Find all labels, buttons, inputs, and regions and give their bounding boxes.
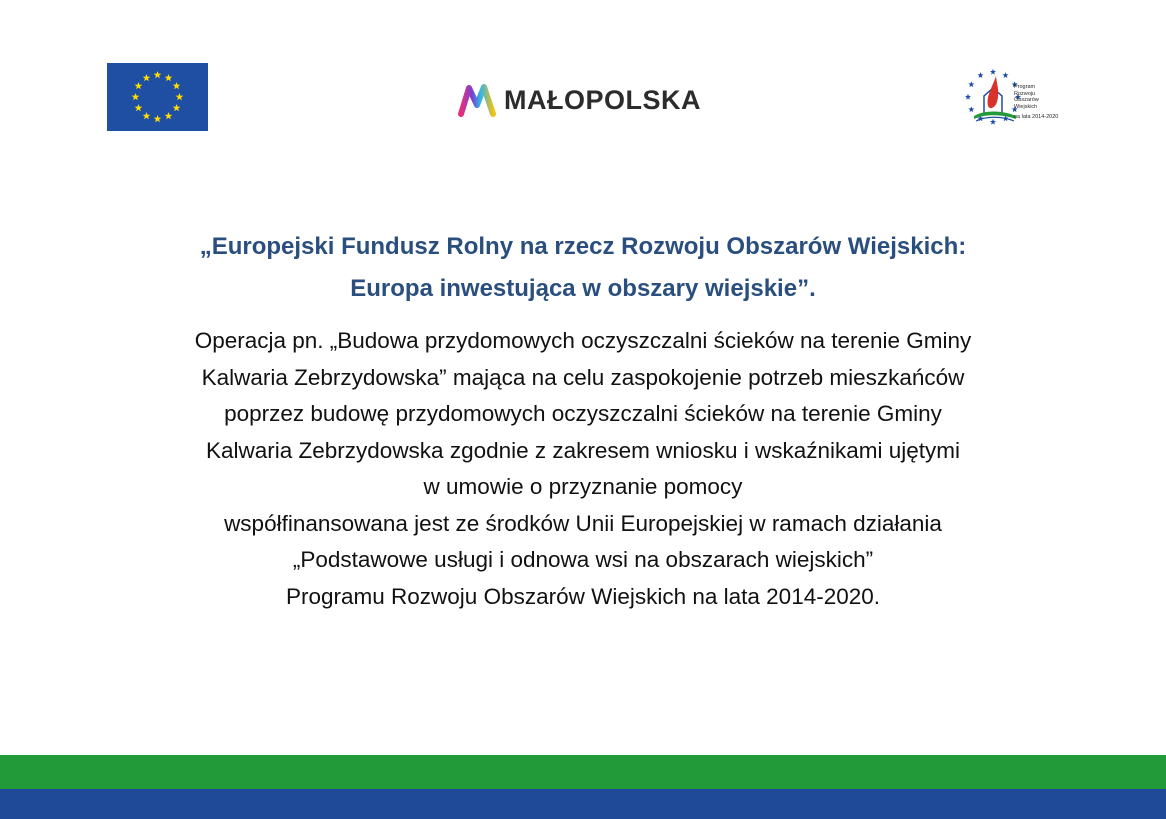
heading-line-1: „Europejski Fundusz Rolny na rzecz Rozwoju Obszarów Wiejskich: bbox=[199, 233, 967, 260]
prow-star-icon bbox=[990, 69, 996, 75]
prow-star-icon bbox=[968, 81, 974, 87]
prow-star-icon bbox=[1002, 72, 1008, 78]
prow-years-label: na lata 2014-2020 bbox=[1014, 114, 1059, 120]
body-line: w umowie o przyznanie pomocy bbox=[423, 474, 743, 499]
footer-blue-stripe bbox=[0, 789, 1166, 819]
prow-label: Program Rozwoju Obszarów Wiejskich bbox=[1014, 84, 1039, 110]
prow-logo bbox=[962, 66, 1062, 128]
body-paragraph bbox=[0, 323, 1166, 615]
malopolska-logo bbox=[458, 82, 701, 118]
body-line: Kalwaria Zebrzydowska zgodnie z zakresem wniosku i wskaźnikami ujętymi bbox=[205, 437, 961, 463]
body-line: „Podstawowe usługi i odnowa wsi na obszarach wiejskich” bbox=[292, 547, 874, 572]
body-line: współfinansowana jest ze środków Unii Europejskiej w ramach działania bbox=[224, 510, 942, 536]
body-line: Programu Rozwoju Obszarów Wiejskich na lata 2014-2020. bbox=[285, 583, 881, 609]
body-line: poprzez budowę przydomowych oczyszczalni ścieków na terenie Gminy bbox=[224, 401, 942, 426]
eu-flag-icon bbox=[107, 63, 208, 131]
body-line: Operacja pn. „Budowa przydomowych oczyszczalni ścieków na terenie Gminy bbox=[194, 328, 972, 353]
malopolska-wordmark: MAŁOPOLSKA bbox=[504, 84, 701, 115]
page-heading bbox=[0, 226, 1166, 310]
malopolska-mark-icon bbox=[458, 83, 496, 117]
body-line: Kalwaria Zebrzydowska” mająca na celu zaspokojenie potrzeb mieszkańców bbox=[201, 364, 965, 390]
prow-star-icon bbox=[990, 119, 996, 125]
prow-star-icon bbox=[968, 106, 974, 112]
footer-green-stripe bbox=[0, 755, 1166, 789]
prow-star-icon bbox=[965, 94, 971, 100]
prow-star-icon bbox=[977, 72, 983, 78]
heading-line-2: Europa inwestująca w obszary wiejskie”. bbox=[350, 275, 816, 302]
